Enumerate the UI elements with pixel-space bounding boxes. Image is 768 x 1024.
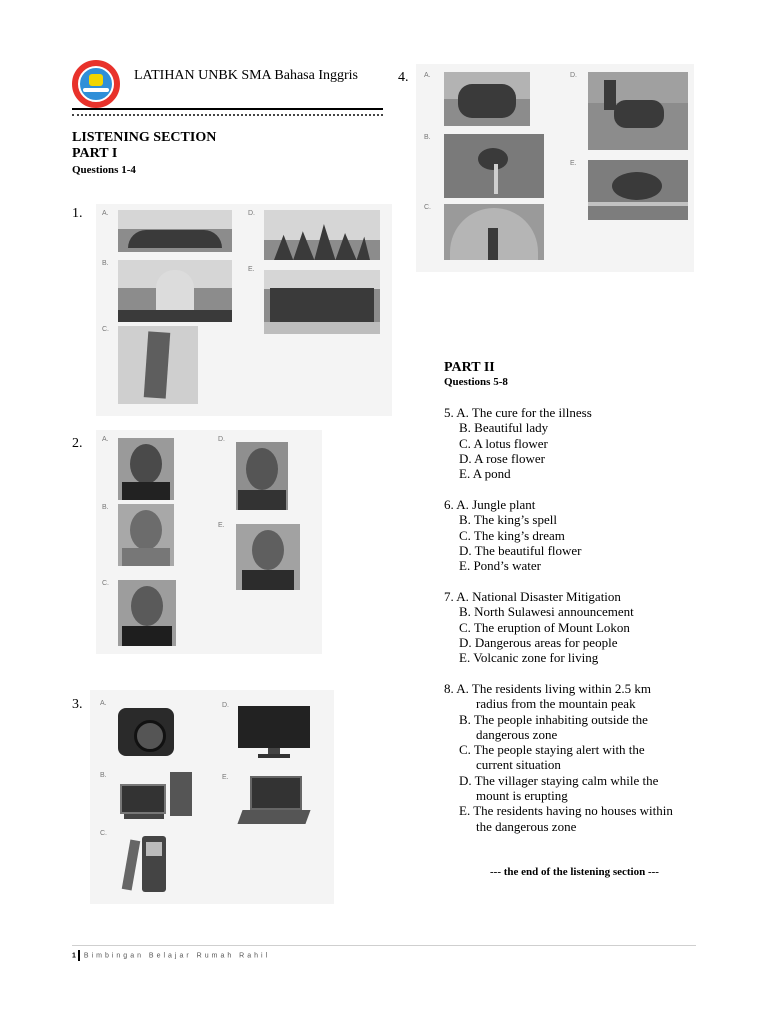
photo-actor-d [236,442,288,510]
question-2-image-panel [96,430,322,654]
photo-camera [118,708,174,756]
option-letter: C. [424,204,431,211]
question-3-image-panel [90,690,334,904]
question-8 [444,681,673,834]
option-letter: C. [102,580,109,587]
question-number-3: 3. [72,697,83,712]
question-6-option-d: D. The beautiful flower [459,542,582,558]
photo-mobile-phone [122,834,170,896]
part2-questions-range: Questions 5-8 [444,376,508,388]
option-letter: E. [248,266,255,273]
option-letter: D. [248,210,255,217]
footer-text: Bimbingan Belajar Rumah Rahil [83,952,271,960]
question-8-option-e: E. The residents having no houses within [459,803,673,819]
option-letter: C. [100,830,107,837]
footer [72,950,270,961]
option-letter: A. [102,436,109,443]
question-6-option-c: C. The king’s dream [459,527,565,543]
question-8-option-d: D. The villager staying calm while the [459,772,659,788]
question-7-option-e: E. Volcanic zone for living [459,650,599,666]
option-letter: D. [222,702,229,709]
question-8-option-a: 8. A. The residents living within 2.5 km [444,681,652,696]
option-letter: B. [102,260,109,267]
question-8-option-d-cont: mount is erupting [476,788,568,804]
photo-peacock [444,204,544,260]
photo-desktop-computer [120,772,196,820]
footer-rule [72,945,696,946]
question-7-option-d: D. Dangerous areas for people [459,634,618,650]
option-letter: D. [218,436,225,443]
questions-range: Questions 1-4 [72,164,136,176]
option-letter: B. [424,134,431,141]
photo-buckingham-palace [264,270,380,334]
question-8-option-e-cont: the dangerous zone [476,818,577,834]
question-5-option-c: C. A lotus flower [459,435,548,451]
question-4-image-panel [416,64,694,272]
question-number-2: 2. [72,436,83,451]
end-of-section-note: --- the end of the listening section --- [490,866,659,878]
question-6-option-b: B. The king’s spell [459,512,557,528]
question-5-option-b: B. Beautiful lady [459,420,549,436]
question-1-image-panel [96,204,392,416]
question-number-4: 4. [398,70,409,85]
part-title: PART I [72,146,118,161]
footer-divider [78,950,80,961]
photo-myna-bird [588,160,688,220]
header-dotted-rule [72,114,383,116]
option-letter: B. [100,772,107,779]
option-letter: A. [100,700,107,707]
question-8-option-c-cont: current situation [476,757,561,773]
page-number: 1 [72,952,76,960]
option-letter: D. [570,72,577,79]
question-7-option-a: 7. A. National Disaster Mitigation [444,589,621,604]
photo-actor-a [118,438,174,500]
question-6-option-a: 6. A. Jungle plant [444,497,536,512]
option-letter: A. [424,72,431,79]
question-number-1: 1. [72,206,83,221]
question-8-option-a-cont: radius from the mountain peak [476,696,636,712]
part2-title: PART II [444,360,495,375]
photo-leaning-tower-pisa [118,326,198,404]
question-5 [444,405,592,481]
question-5-option-a: 5. A. The cure for the illness [444,405,592,420]
photo-monitor [238,706,310,758]
option-letter: E. [222,774,229,781]
section-heading [72,130,216,178]
question-7-option-b: B. North Sulawesi announcement [459,604,634,620]
photo-prambanan [264,210,380,260]
header-title: LATIHAN UNBK SMA Bahasa Inggris [134,68,358,83]
question-7-option-c: C. The eruption of Mount Lokon [459,619,630,635]
question-6 [444,497,582,573]
photo-yak [444,72,530,126]
option-letter: C. [102,326,109,333]
question-7 [444,589,634,665]
question-8-option-c: C. The people staying alert with the [459,742,645,758]
question-8-option-b: B. The people inhabiting outside the [459,711,648,727]
option-letter: A. [102,210,109,217]
photo-actor-b [118,504,174,566]
section-title: LISTENING SECTION [72,130,217,145]
photo-deer [588,72,688,150]
header-rule [72,108,383,110]
question-6-option-e: E. Pond’s water [459,558,541,574]
school-logo [72,60,120,108]
question-8-option-b-cont: dangerous zone [476,726,558,742]
option-letter: B. [102,504,109,511]
photo-taj-mahal [118,260,232,322]
question-5-option-d: D. A rose flower [459,450,545,466]
photo-actor-c [118,580,176,646]
photo-laptop [240,776,308,828]
photo-actor-e [236,524,300,590]
photo-bird-of-paradise [444,134,544,198]
photo-borobudur [118,210,232,252]
option-letter: E. [218,522,225,529]
question-5-option-e: E. A pond [459,466,511,482]
option-letter: E. [570,160,577,167]
